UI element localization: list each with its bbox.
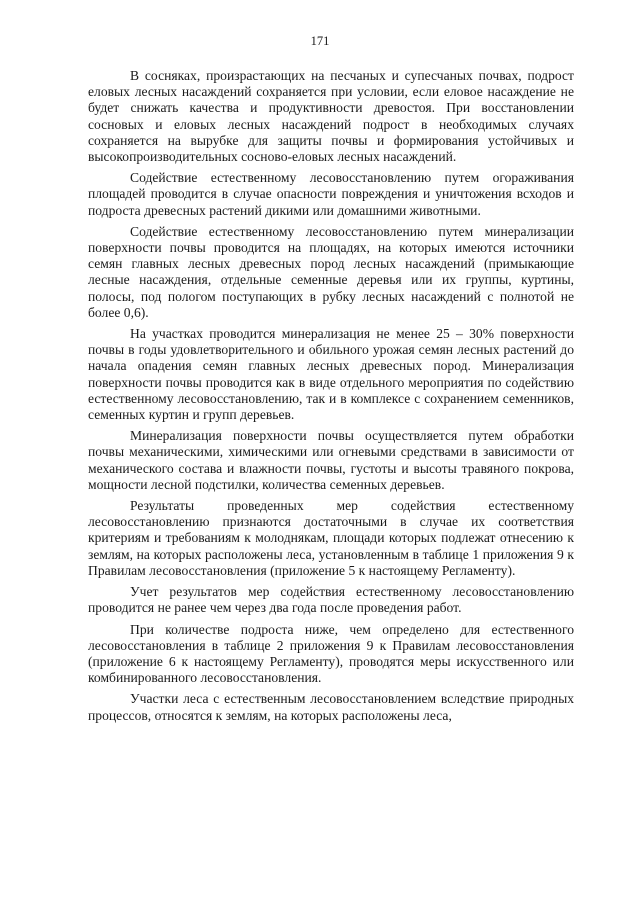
paragraph-5: Минерализация поверхности почвы осуществляется путем обработки почвы механическими, химическими или огневыми средствами в зависимости от механического состава и влажности почвы, густоты и высоты травяного покрова, мощности лесной подстилки, количества семенных деревьев. bbox=[88, 428, 574, 492]
body-text bbox=[88, 68, 574, 729]
paragraph-9: Участки леса с естественным лесовосстановлением вследствие природных процессов, относятся к землям, на которых расположены леса, bbox=[88, 691, 574, 723]
paragraph-8: При количестве подроста ниже, чем определено для естественного лесовосстановления в таблице 2 приложения 9 к Правилам лесовосстановления (приложение 6 к настоящему Регламенту), проводятся меры искусственного или комбинированного лесовосстановления. bbox=[88, 621, 574, 686]
paragraph-6: Результаты проведенных мер содействия естественному лесовосстановлению признаются достаточными в случае их соответствия критериям и требованиям к молоднякам, площади которых подлежат отнесению к землям, на которых расположены леса, установленным в таблице 1 приложения 9 к Правилам лесовосстановления (приложение 5 к настоящему Регламенту). bbox=[88, 498, 574, 578]
paragraph-1: В сосняках, произрастающих на песчаных и супесчаных почвах, подрост еловых лесных насаждений сохраняется при условии, если еловое насаждение не будет снижать качества и продуктивности древостоя. При восстановлении сосновых и еловых лесных насаждений подрост в необходимых случаях сохраняется на вырубке для защиты почвы и формирования устойчивых и высокопроизводительных сосново-еловых лесных насаждений. bbox=[88, 68, 574, 165]
paragraph-3: Содействие естественному лесовосстановлению путем минерализации поверхности почвы проводится на площадях, на которых имеются источники семян главных лесных древесных пород лесных насаждений (примыкающие лесные насаждения, отдельные семенные деревья или их группы, куртины, полосы, под пологом поступающих в рубку лесных насаждений с полнотой не более 0,6). bbox=[88, 223, 574, 320]
paragraph-7: Учет результатов мер содействия естественному лесовосстановлению проводится не ранее чем через два года после проведения работ. bbox=[88, 584, 574, 616]
paragraph-4: На участках проводится минерализация не менее 25 – 30% поверхности почвы в годы удовлетворительного и обильного урожая семян лесных растений до начала опадения семян главных лесных древесных пород. Минерализация поверхности почвы проводится как в виде отдельного мероприятия по содействию естественному лесовосстановлению, так и в комплексе с сохранением семенников, семенных куртин и групп деревьев. bbox=[88, 326, 574, 423]
paragraph-2: Содействие естественному лесовосстановлению путем огораживания площадей проводится в случае опасности повреждения и уничтожения всходов и подроста древесных растений дикими или домашними животными. bbox=[88, 170, 574, 218]
page-number: 171 bbox=[310, 34, 330, 48]
